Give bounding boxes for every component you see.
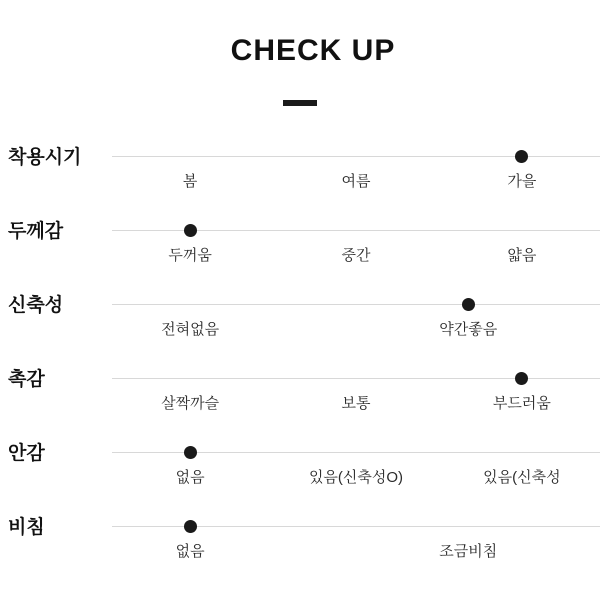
scale-selected-dot [184,224,197,237]
scale-tick-label: 있음(신축성 [483,469,561,486]
attribute-scale-track [112,304,600,305]
scale-selected-dot [184,520,197,533]
attribute-row [0,356,600,430]
title-underline-decoration [283,100,317,106]
attribute-row-label: 촉감 [8,369,45,390]
scale-tick-label: 전혀없음 [161,321,220,338]
scale-tick-label: 가을 [507,173,537,190]
scale-selected-dot [184,446,197,459]
scale-selected-dot [515,372,528,385]
scale-tick-label: 중간 [341,247,371,264]
attribute-row-label: 두께감 [8,221,64,242]
scale-tick-label: 약간좋음 [439,321,498,338]
scale-tick-label: 없음 [175,469,205,486]
attribute-row [0,282,600,356]
attribute-row-label: 착용시기 [8,147,82,168]
scale-tick-label: 있음(신축성O) [308,469,404,486]
attribute-row-label: 비침 [8,517,45,538]
scale-tick-label: 살짝까슬 [161,395,220,412]
scale-tick-label: 보통 [341,395,371,412]
scale-tick-label: 얇음 [507,247,537,264]
attribute-row [0,134,600,208]
attribute-rows [0,134,600,578]
scale-tick-label: 봄 [182,173,198,190]
attribute-row-label: 안감 [8,443,45,464]
attribute-row [0,208,600,282]
attribute-row [0,430,600,504]
attribute-row-label: 신축성 [8,295,64,316]
scale-selected-dot [462,298,475,311]
scale-tick-label: 부드러움 [492,395,551,412]
scale-tick-label: 조금비침 [439,543,498,560]
scale-tick-label: 여름 [341,173,371,190]
scale-tick-label: 두꺼움 [168,247,212,264]
attribute-row [0,504,600,578]
scale-tick-label: 없음 [175,543,205,560]
scale-selected-dot [515,150,528,163]
page-title: CHECK UP [230,34,396,67]
